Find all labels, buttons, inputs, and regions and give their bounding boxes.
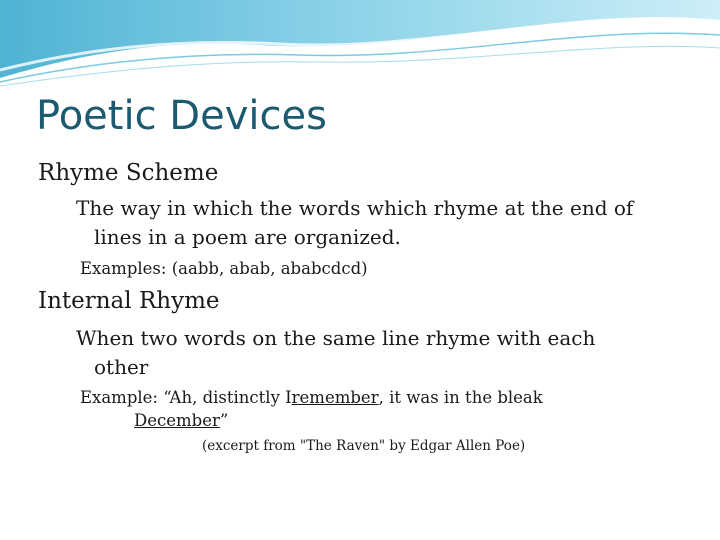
slide-title: Poetic Devices bbox=[36, 93, 327, 139]
decorative-wave-banner bbox=[0, 0, 720, 90]
underlined-word-remember: remember bbox=[291, 388, 379, 407]
example-rhyme-scheme bbox=[76, 258, 368, 280]
bullet-rhyme-scheme bbox=[38, 159, 218, 187]
sub-bullet-rhyme-scheme-definition bbox=[76, 195, 633, 222]
definition-line-2: lines in a poem are organized. bbox=[94, 225, 401, 249]
example-continuation bbox=[134, 410, 228, 432]
definition-line-1: The way in which the words which rhyme at the end of bbox=[76, 196, 634, 220]
example-text-pre: Example: “Ah, distinctly I bbox=[80, 388, 292, 407]
sub-bullet-internal-rhyme-definition bbox=[76, 325, 595, 352]
example-text-mid: , it was in the bleak bbox=[378, 388, 543, 407]
example-text: Examples: (aabb, abab, ababcdcd) bbox=[80, 259, 368, 278]
underlined-word-december: December bbox=[134, 411, 220, 430]
definition-continuation bbox=[94, 224, 401, 251]
heading-rhyme-scheme: Rhyme Scheme bbox=[38, 160, 219, 186]
definition-line-1: When two words on the same line rhyme with each bbox=[76, 326, 596, 350]
definition-continuation bbox=[94, 354, 148, 381]
heading-internal-rhyme: Internal Rhyme bbox=[38, 288, 220, 314]
example-internal-rhyme bbox=[76, 387, 543, 409]
citation: (excerpt from "The Raven" by Edgar Allen Poe) bbox=[202, 438, 526, 454]
bullet-internal-rhyme bbox=[38, 287, 219, 315]
definition-line-2: other bbox=[94, 355, 149, 379]
example-text-post: ” bbox=[219, 411, 229, 430]
